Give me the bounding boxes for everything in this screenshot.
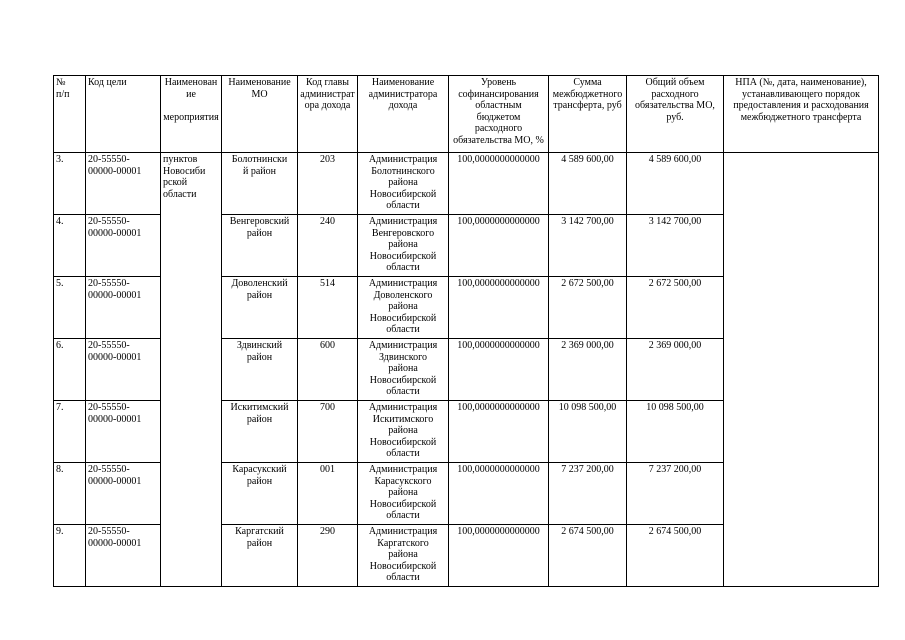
cell-total-volume: 4 589 600,00 [627, 153, 724, 215]
header-total-volume: Общий объем расходного обязательства МО, руб. [627, 76, 724, 153]
cell-admin-code: 240 [298, 215, 358, 277]
cell-transfer-sum: 7 237 200,00 [549, 463, 627, 525]
cell-cofin-level: 100,0000000000000 [449, 401, 549, 463]
cell-admin-code: 001 [298, 463, 358, 525]
header-cofin-level: Уровень софинансирования областным бюджетом расходного обязательства МО, % [449, 76, 549, 153]
cell-total-volume: 3 142 700,00 [627, 215, 724, 277]
cell-admin-code: 600 [298, 339, 358, 401]
cell-cofin-level: 100,0000000000000 [449, 215, 549, 277]
cell-mo-name: Венгеровский район [222, 215, 298, 277]
cell-mo-name: Карасукский район [222, 463, 298, 525]
cell-admin-code: 514 [298, 277, 358, 339]
cell-total-volume: 2 672 500,00 [627, 277, 724, 339]
cell-cofin-level: 100,0000000000000 [449, 463, 549, 525]
header-admin-name: Наименование администратора дохода [358, 76, 449, 153]
cell-admin-name: Администрация Доволенского района Новосибирской области [358, 277, 449, 339]
header-mo-name: Наименование МО [222, 76, 298, 153]
cell-goal-code: 20-55550- 00000-00001 [86, 339, 161, 401]
cell-goal-code: 20-55550- 00000-00001 [86, 277, 161, 339]
header-event-name: Наименован ие мероприятия [161, 76, 222, 153]
cell-admin-code: 700 [298, 401, 358, 463]
header-admin-code: Код главы администрат ора дохода [298, 76, 358, 153]
cell-cofin-level: 100,0000000000000 [449, 277, 549, 339]
cell-cofin-level: 100,0000000000000 [449, 153, 549, 215]
cell-mo-name: Болотнински й район [222, 153, 298, 215]
cell-total-volume: 10 098 500,00 [627, 401, 724, 463]
cell-transfer-sum: 10 098 500,00 [549, 401, 627, 463]
header-num: № п/п [54, 76, 86, 153]
cell-transfer-sum: 2 674 500,00 [549, 525, 627, 587]
cell-admin-name: Администрация Венгеровского района Новосибирской области [358, 215, 449, 277]
cell-num: 9. [54, 525, 86, 587]
cell-num: 8. [54, 463, 86, 525]
cell-admin-name: Администрация Искитимского района Новосибирской области [358, 401, 449, 463]
cell-mo-name: Каргатский район [222, 525, 298, 587]
header-transfer-sum: Сумма межбюджетного трансферта, руб [549, 76, 627, 153]
cell-cofin-level: 100,0000000000000 [449, 339, 549, 401]
cell-num: 6. [54, 339, 86, 401]
cell-num: 7. [54, 401, 86, 463]
cell-goal-code: 20-55550- 00000-00001 [86, 401, 161, 463]
cell-event-name: пунктов Новосиби рской области [161, 153, 222, 587]
cell-mo-name: Здвинский район [222, 339, 298, 401]
cell-num: 5. [54, 277, 86, 339]
cell-total-volume: 2 674 500,00 [627, 525, 724, 587]
cell-cofin-level: 100,0000000000000 [449, 525, 549, 587]
cell-goal-code: 20-55550- 00000-00001 [86, 153, 161, 215]
cell-total-volume: 2 369 000,00 [627, 339, 724, 401]
cell-npa [724, 153, 879, 587]
header-npa: НПА (№, дата, наименование), устанавливающего порядок предоставления и расходования межбюджетного трансферта [724, 76, 879, 153]
cell-mo-name: Доволенский район [222, 277, 298, 339]
cell-transfer-sum: 2 672 500,00 [549, 277, 627, 339]
table-row [54, 153, 879, 215]
cell-num: 4. [54, 215, 86, 277]
cell-num: 3. [54, 153, 86, 215]
cell-admin-code: 290 [298, 525, 358, 587]
cell-goal-code: 20-55550- 00000-00001 [86, 215, 161, 277]
cell-transfer-sum: 4 589 600,00 [549, 153, 627, 215]
cell-total-volume: 7 237 200,00 [627, 463, 724, 525]
cell-mo-name: Искитимский район [222, 401, 298, 463]
cell-admin-name: Администрация Здвинского района Новосибирской области [358, 339, 449, 401]
cell-admin-name: Администрация Каргатского района Новосибирской области [358, 525, 449, 587]
table-header-row [54, 76, 879, 153]
transfer-table [53, 75, 879, 587]
cell-transfer-sum: 2 369 000,00 [549, 339, 627, 401]
cell-goal-code: 20-55550- 00000-00001 [86, 525, 161, 587]
header-goal-code: Код цели [86, 76, 161, 153]
cell-goal-code: 20-55550- 00000-00001 [86, 463, 161, 525]
cell-admin-code: 203 [298, 153, 358, 215]
cell-admin-name: Администрация Болотнинского района Новосибирской области [358, 153, 449, 215]
cell-transfer-sum: 3 142 700,00 [549, 215, 627, 277]
cell-admin-name: Администрация Карасукского района Новосибирской области [358, 463, 449, 525]
